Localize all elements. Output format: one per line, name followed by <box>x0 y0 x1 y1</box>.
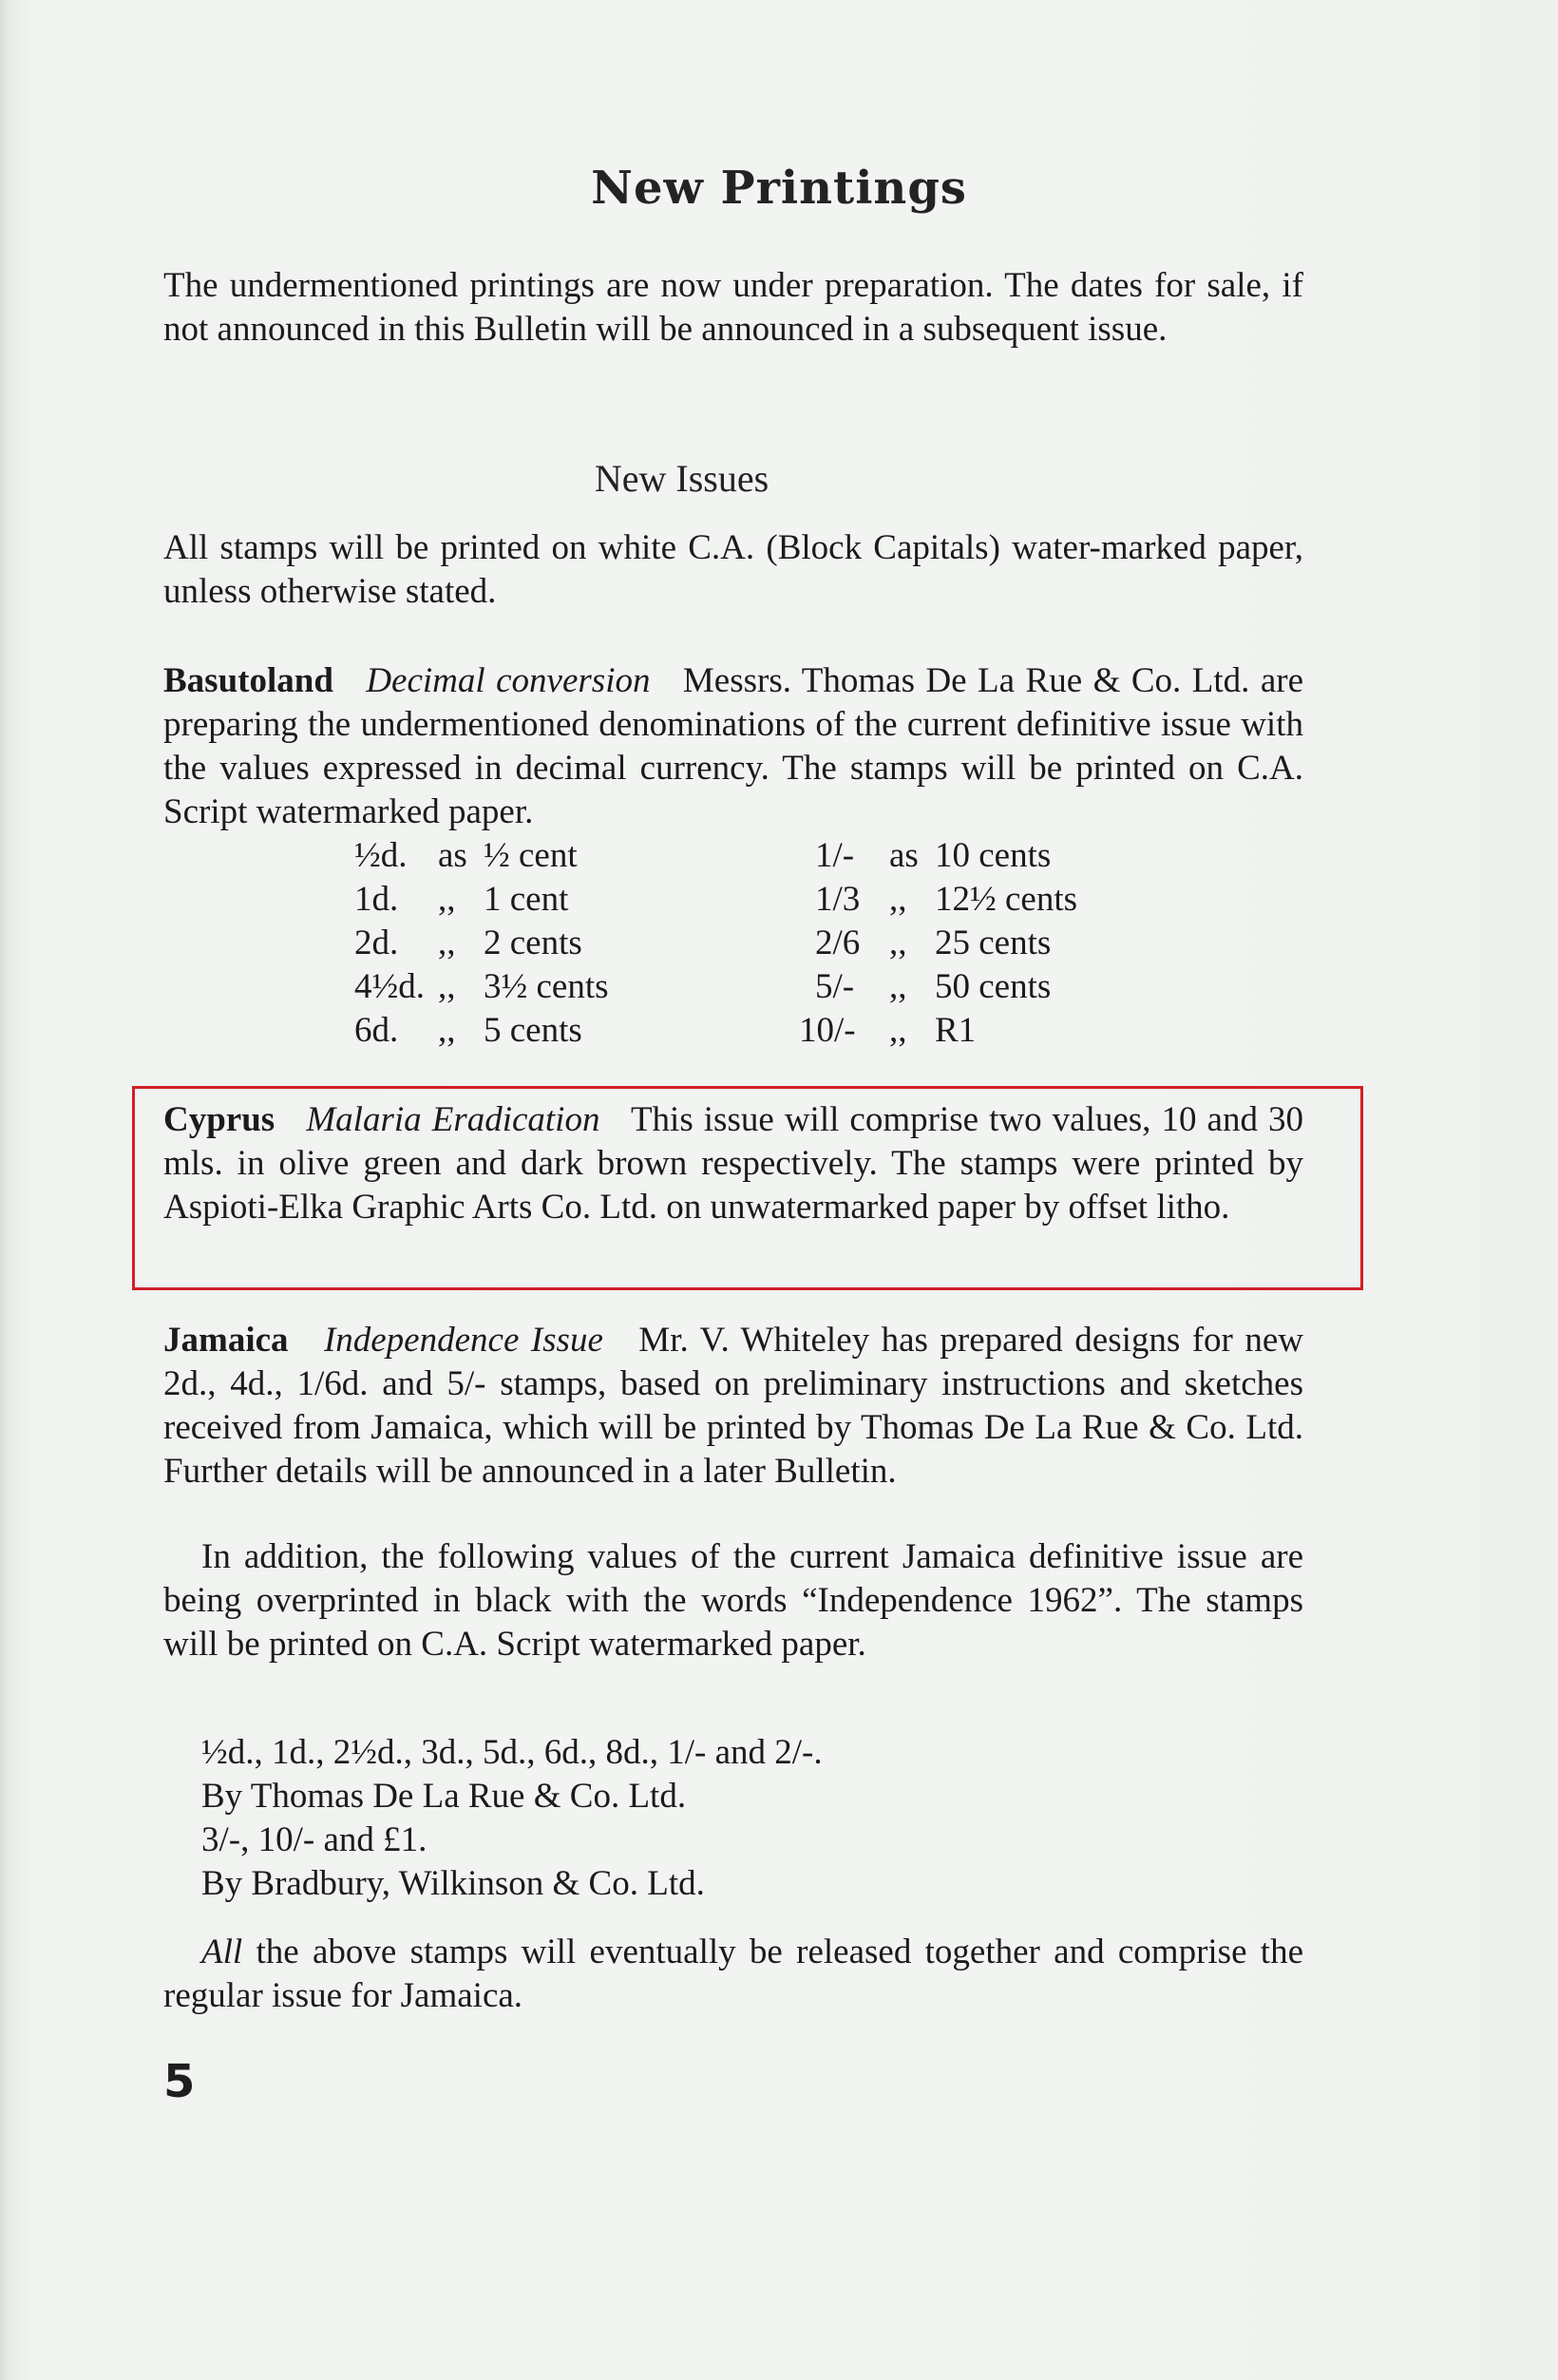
cyprus-issue: Malaria Eradication <box>306 1100 600 1139</box>
list-item: By Thomas De La Rue & Co. Ltd. <box>201 1777 687 1816</box>
denomination-row: 1d. ,, 1 cent <box>354 880 569 919</box>
section-heading <box>0 456 1306 501</box>
cyprus-entry <box>163 1098 1303 1229</box>
jamaica-country: Jamaica <box>163 1321 289 1360</box>
basutoland-issue: Decimal conversion <box>366 661 651 700</box>
denomination-row: 2d. ,, 2 cents <box>354 923 582 962</box>
denomination-row: 1/- as 10 cents <box>815 836 1052 875</box>
page-title: New Printings <box>591 162 967 215</box>
jamaica-addition: In addition, the following values of the current Jamaica definitive issue are being overprinted in black with the words “Independence 1962”. The stamps will be printed on C.A. Script watermarked paper. <box>163 1537 1303 1664</box>
closing-paragraph <box>163 1931 1303 2018</box>
denomination-row: 2/6 ,, 25 cents <box>815 923 1052 962</box>
cyprus-country: Cyprus <box>163 1100 276 1139</box>
watermark-note: All stamps will be printed on white C.A. (Block Capitals) water-marked paper, unless otherwise stated. <box>163 528 1303 611</box>
basutoland-text: Messrs. Thomas De La Rue & Co. Ltd. are preparing the undermentioned denominations of the current definitive issue with the values expressed in decimal currency. The stamps will be printed on C.A. Script watermarked paper. <box>163 661 1304 831</box>
basutoland-entry <box>163 659 1303 834</box>
jamaica-entry <box>163 1319 1303 1494</box>
section-heading-text: New Issues <box>594 457 770 500</box>
basutoland-country: Basutoland <box>163 661 333 700</box>
closing-emphasis: All <box>201 1933 243 1971</box>
page-number: 5 <box>163 2055 196 2108</box>
denomination-row: ½d. as ½ cent <box>354 836 578 875</box>
closing-text: the above stamps will eventually be released together and comprise the regular issue for Jamaica. <box>163 1933 1303 2015</box>
list-item: 3/-, 10/- and £1. <box>201 1820 428 1859</box>
list-item: By Bradbury, Wilkinson & Co. Ltd. <box>201 1864 705 1903</box>
denomination-row: 6d. ,, 5 cents <box>354 1011 582 1050</box>
denomination-row: 10/- ,, R1 <box>799 1011 977 1050</box>
jamaica-text: Mr. V. Whiteley has prepared designs for new 2d., 4d., 1/6d. and 5/- stamps, based on preliminary instructions and sketches received from Jamaica, which will be printed by Thomas De La Rue & Co. Ltd. Further details will be announced in a later Bulletin. <box>163 1321 1303 1491</box>
jamaica-values-list <box>201 1731 823 1906</box>
cyprus-text: This issue will comprise two values, 10 and 30 mls. in olive green and dark brown respectively. The stamps were printed by Aspioti-Elka Graphic Arts Co. Ltd. on unwatermarked paper by offset litho. <box>163 1100 1303 1227</box>
intro-paragraph: The undermentioned printings are now under preparation. The dates for sale, if not announced in this Bulletin will be announced in a subsequent issue. <box>163 266 1303 349</box>
jamaica-issue: Independence Issue <box>323 1321 603 1360</box>
denomination-row: 4½d. ,, 3½ cents <box>354 967 609 1006</box>
denomination-row: 1/3 ,, 12½ cents <box>815 880 1078 919</box>
list-item: ½d., 1d., 2½d., 3d., 5d., 6d., 8d., 1/- and 2/-. <box>201 1733 823 1772</box>
denomination-row: 5/- ,, 50 cents <box>815 967 1052 1006</box>
